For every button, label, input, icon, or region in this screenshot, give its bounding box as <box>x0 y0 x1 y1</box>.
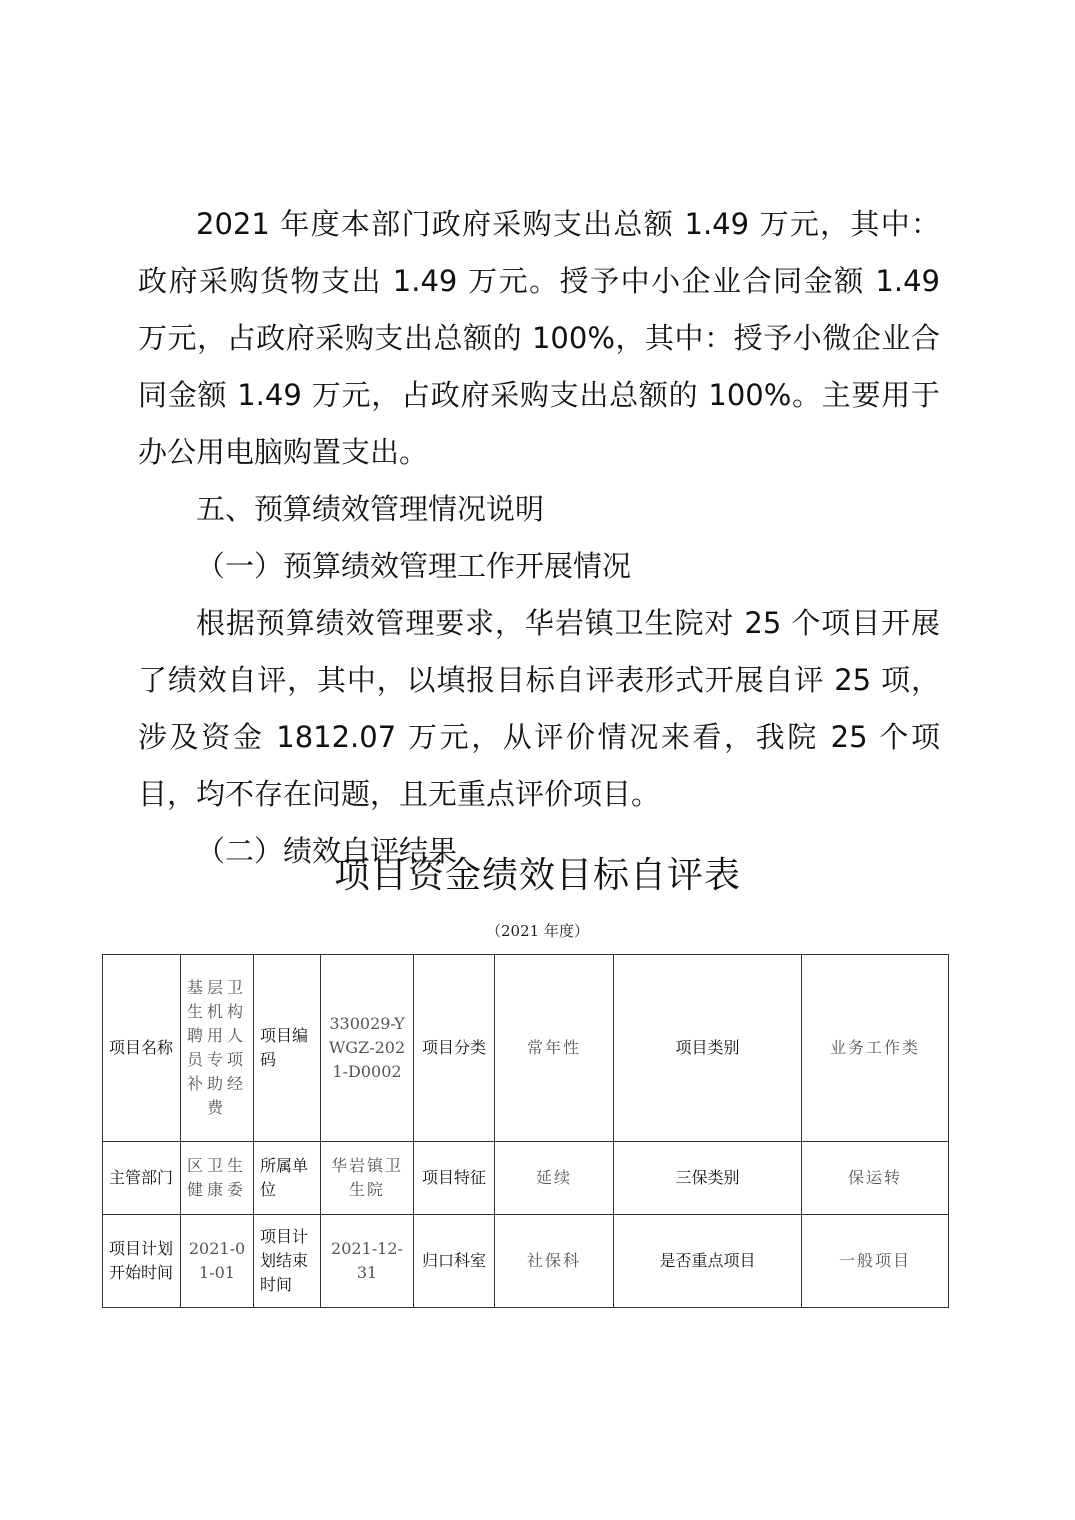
unit-label: 所属单位 <box>254 1142 321 1215</box>
office-value: 社保科 <box>495 1215 614 1308</box>
table-row <box>103 955 949 1142</box>
project-name-label: 项目名称 <box>103 955 181 1142</box>
department-label: 主管部门 <box>103 1142 181 1215</box>
office-label: 归口科室 <box>414 1215 495 1308</box>
key-project-value: 一般项目 <box>802 1215 949 1308</box>
department-value: 区卫生健康委 <box>181 1142 254 1215</box>
project-category-value: 常年性 <box>495 955 614 1142</box>
start-time-label: 项目计划开始时间 <box>103 1215 181 1308</box>
table-row <box>103 1142 949 1215</box>
end-time-value: 2021-12-31 <box>321 1215 414 1308</box>
subsection-one-heading: （一）预算绩效管理工作开展情况 <box>196 549 632 583</box>
subsection-two-heading: （二）绩效自评结果 <box>196 834 458 868</box>
project-feature-label: 项目特征 <box>414 1142 495 1215</box>
table-year: （2021 年度） <box>486 922 589 940</box>
table-title: 项目资金绩效目标自评表 <box>333 855 741 896</box>
key-project-label: 是否重点项目 <box>614 1215 802 1308</box>
unit-value: 华岩镇卫生院 <box>321 1142 414 1215</box>
document-body <box>138 196 940 880</box>
end-time-label: 项目计划结束时间 <box>254 1215 321 1308</box>
table-row <box>103 1215 949 1308</box>
section-five-heading: 五、预算绩效管理情况说明 <box>196 492 545 526</box>
project-feature-value: 延续 <box>495 1142 614 1215</box>
project-code-label: 项目编码 <box>254 955 321 1142</box>
guarantee-type-value: 保运转 <box>802 1142 949 1215</box>
project-name-value: 基层卫生机构聘用人员专项补助经费 <box>181 955 254 1142</box>
project-category-label: 项目分类 <box>414 955 495 1142</box>
project-type-label: 项目类别 <box>614 955 802 1142</box>
project-type-value: 业务工作类 <box>802 955 949 1142</box>
procurement-paragraph: 2021 年度本部门政府采购支出总额 1.49 万元，其中：政府采购货物支出 1.49 万元。授予中小企业合同金额 1.49 万元，占政府采购支出总额的 100%，其中：授予小微企业合同金额 1.49 万元，占政府采购支出总额的 100%。主要用于办公用电脑购置支出。 <box>138 207 940 469</box>
self-evaluation-table <box>102 954 949 1308</box>
start-time-value: 2021-01-01 <box>181 1215 254 1308</box>
guarantee-type-label: 三保类别 <box>614 1142 802 1215</box>
project-code-value: 330029-YWGZ-2021-D0002 <box>321 955 414 1142</box>
performance-paragraph: 根据预算绩效管理要求，华岩镇卫生院对 25 个项目开展了绩效自评，其中，以填报目标自评表形式开展自评 25 项，涉及资金 1812.07 万元，从评价情况来看，我院 25 个项目，均不存在问题，且无重点评价项目。 <box>138 606 940 811</box>
